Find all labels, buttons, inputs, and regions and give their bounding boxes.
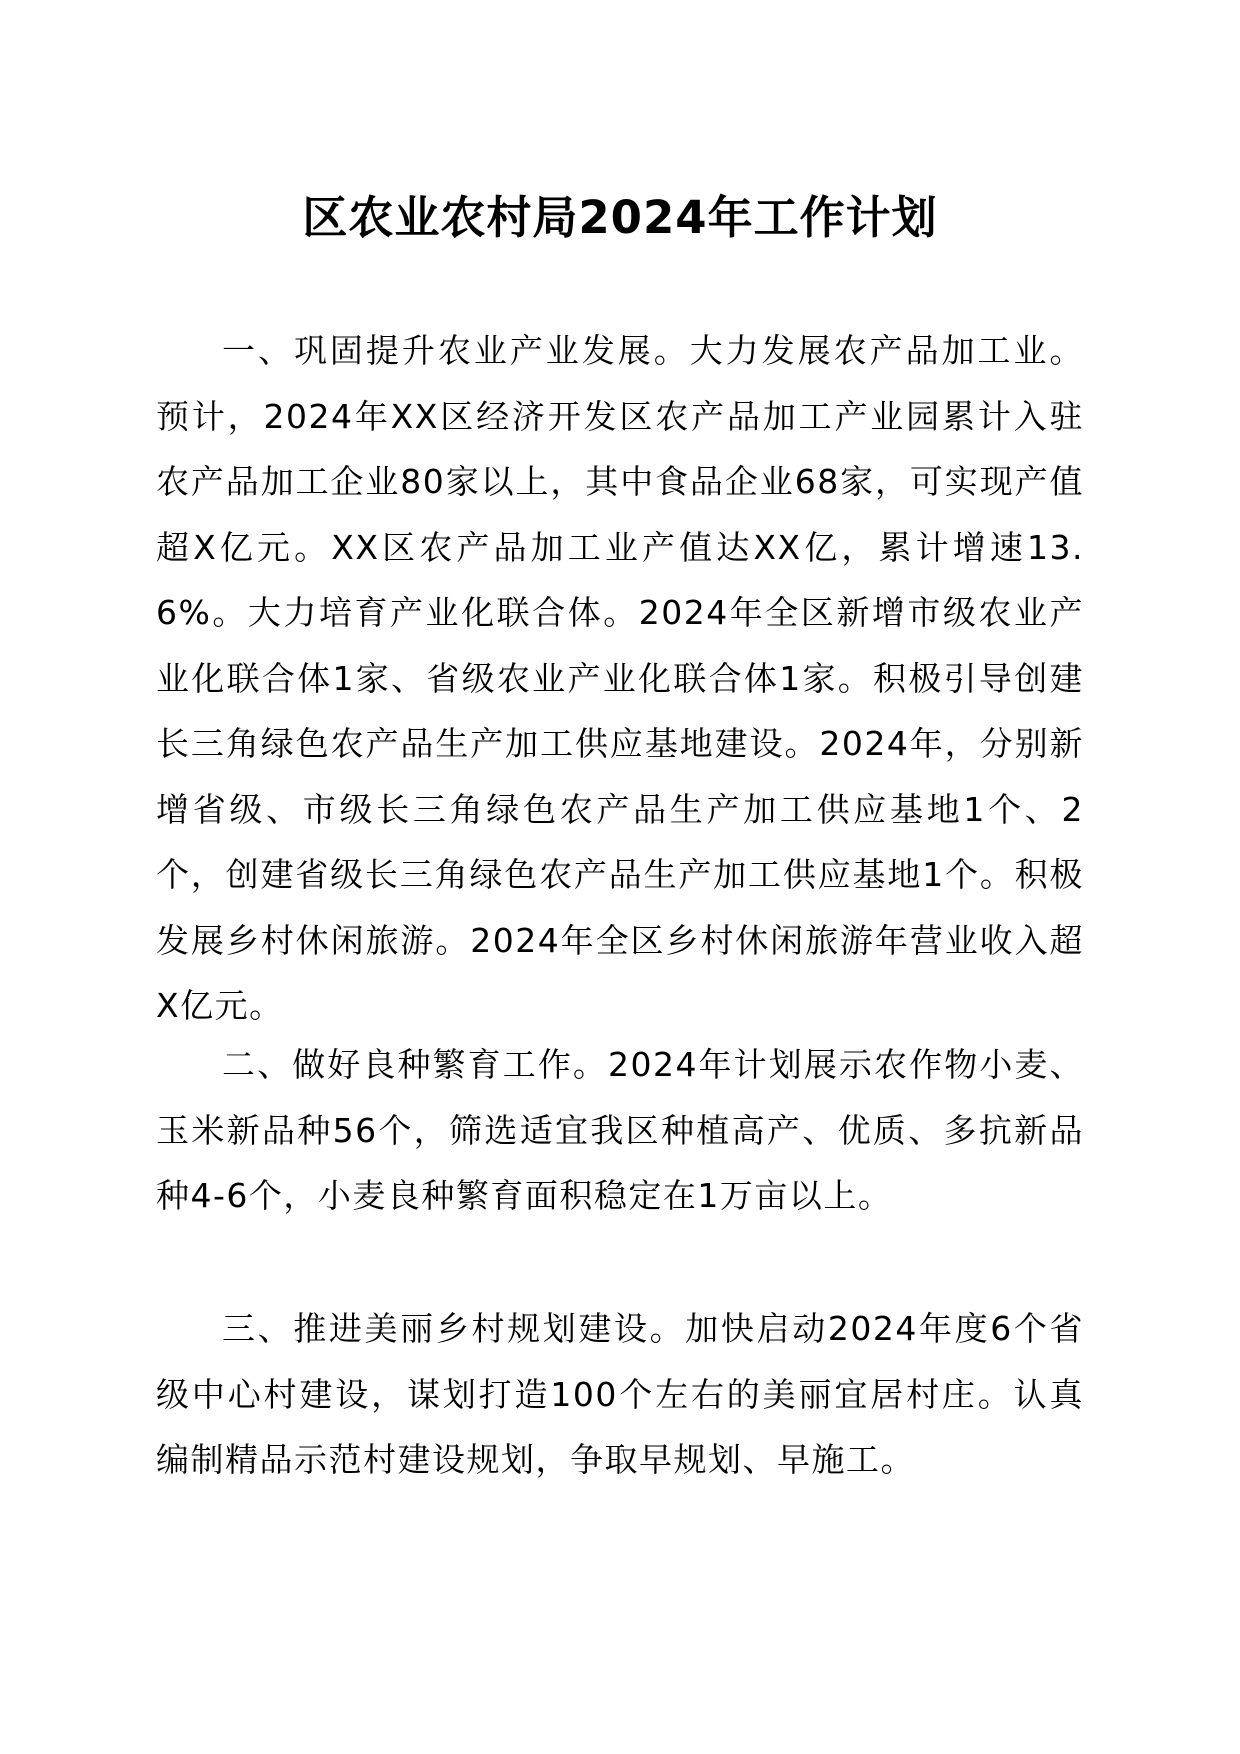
document-title: 区农业农村局2024年工作计划 xyxy=(302,191,938,244)
paragraph-seed-breeding: 二、做好良种繁育工作。2024年计划展示农作物小麦、玉米新品种56个，筛选适宜我区种植高产、优质、多抗新品种4-6个，小麦良种繁育面积稳定在1万亩以上。 xyxy=(156,1045,1084,1215)
paragraph-village-planning: 三、推进美丽乡村规划建设。加快启动2024年度6个省级中心村建设，谋划打造100个左右的美丽宜居村庄。认真编制精品示范村建设规划，争取早规划、早施工。 xyxy=(156,1309,1084,1479)
paragraph-agriculture-industry: 一、巩固提升农业产业发展。大力发展农产品加工业。预计，2024年XX区经济开发区农产品加工产业园累计入驻农产品加工企业80家以上，其中食品企业68家，可实现产值超X亿元。XX区农产品加工业产值达XX亿，累计增速13.6%。大力培育产业化联合体。2024年全区新增市级农业产业化联合体1家、省级农业产业化联合体1家。积极引导创建长三角绿色农产品生产加工供应基地建设。2024年，分别新增省级、市级长三角绿色农产品生产加工供应基地1个、2个，创建省级长三角绿色农产品生产加工供应基地1个。积极发展乡村休闲旅游。2024年全区乡村休闲旅游年营业收入超X亿元。 xyxy=(156,331,1084,1025)
